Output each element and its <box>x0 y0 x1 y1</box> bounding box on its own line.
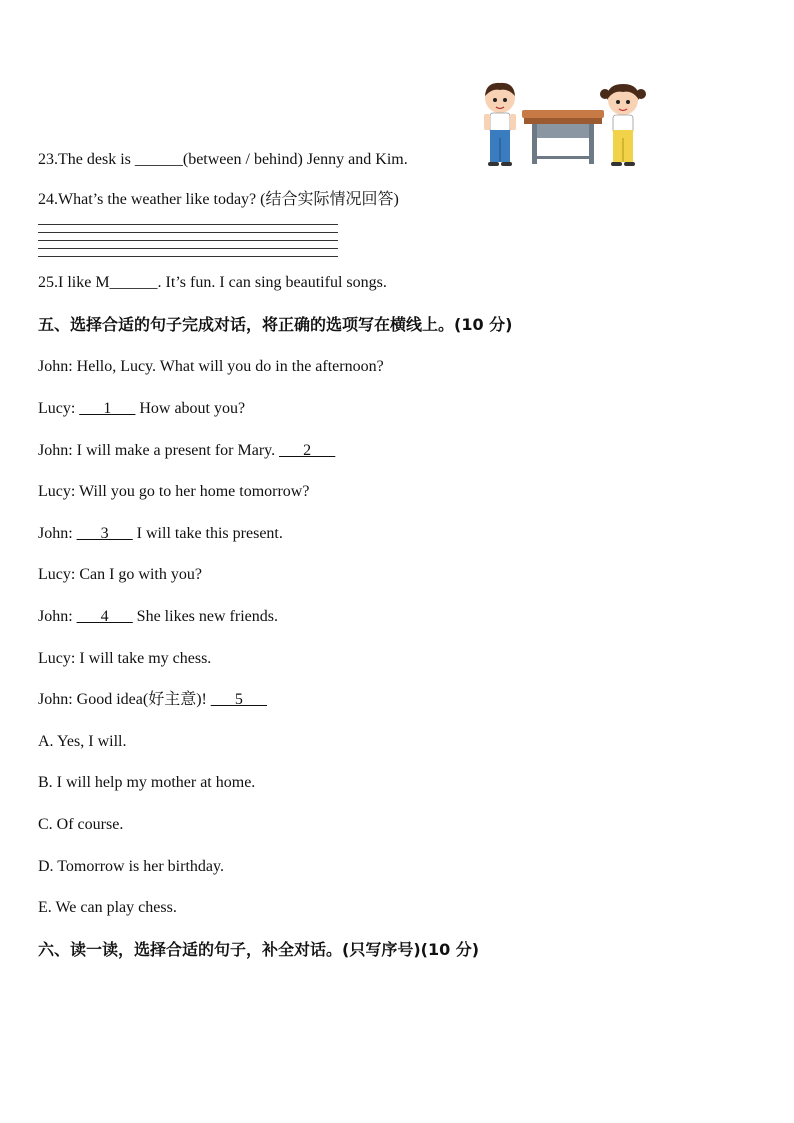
dialogue-line <box>38 565 202 585</box>
dialogue-line <box>38 357 384 377</box>
section-5-title: 五、选择合适的句子完成对话，将正确的选项写在横线上。(10 分) <box>38 315 513 334</box>
dialogue-line <box>38 441 335 461</box>
question-text: The desk is <box>58 151 135 168</box>
dialogue-text: Lucy: Will you go to her home tomorrow? <box>38 483 310 500</box>
dialogue-blank[interactable]: ___3___ <box>76 525 133 542</box>
boy-figure <box>484 83 516 166</box>
dialogue-text: Lucy: <box>38 400 80 417</box>
dialogue-line <box>38 690 267 710</box>
dialogue-text: How about you? <box>135 400 246 417</box>
dialogue-line <box>38 524 283 544</box>
dialogue-blank[interactable]: ___2___ <box>279 442 336 459</box>
question-number: 23. <box>38 151 58 168</box>
dialogue-text: Lucy: Can I go with you? <box>38 566 202 583</box>
desk-figure <box>522 110 604 164</box>
girl-figure <box>600 84 646 166</box>
answer-line[interactable] <box>38 232 338 233</box>
answer-line[interactable] <box>38 256 338 257</box>
answer-blank[interactable]: ______ <box>109 274 158 291</box>
question-text: What’s the weather like today? (结合实际情况回答) <box>58 191 399 208</box>
children-desk-illustration <box>478 80 650 168</box>
question-text: . It’s fun. I can sing beautiful songs. <box>157 274 387 291</box>
question-24 <box>38 190 399 210</box>
dialogue-text: John: I will make a present for Mary. <box>38 442 280 459</box>
dialogue-text: I will take this present. <box>132 525 283 542</box>
dialogue-line <box>38 399 245 419</box>
answer-blank[interactable]: ______ <box>134 151 183 168</box>
question-text: I like M <box>58 274 110 291</box>
option-d: D. Tomorrow is her birthday. <box>38 858 224 875</box>
dialogue-blank[interactable]: ___1___ <box>79 400 136 417</box>
option-b: B. I will help my mother at home. <box>38 774 256 791</box>
answer-line[interactable] <box>38 224 338 225</box>
answer-line[interactable] <box>38 240 338 241</box>
question-25 <box>38 273 387 293</box>
section-6-title: 六、读一读，选择合适的句子，补全对话。(只写序号)(10 分) <box>38 940 480 959</box>
dialogue-text: John: Hello, Lucy. What will you do in the afternoon? <box>38 358 384 375</box>
dialogue-text: Lucy: I will take my chess. <box>38 650 212 667</box>
question-23 <box>38 150 408 170</box>
dialogue-text: She likes new friends. <box>132 608 278 625</box>
question-text: (between / behind) Jenny and Kim. <box>182 151 408 168</box>
dialogue-line <box>38 649 211 669</box>
dialogue-text: John: <box>38 525 77 542</box>
dialogue-text: John: Good idea(好主意)! <box>38 691 211 708</box>
dialogue-text: John: <box>38 608 77 625</box>
dialogue-blank[interactable]: ___4___ <box>76 608 133 625</box>
question-number: 24. <box>38 191 58 208</box>
option-e: E. We can play chess. <box>38 899 177 916</box>
option-c: C. Of course. <box>38 816 124 833</box>
dialogue-line <box>38 482 309 502</box>
question-number: 25. <box>38 274 58 291</box>
option-a: A. Yes, I will. <box>38 733 127 750</box>
dialogue-blank[interactable]: ___5___ <box>210 691 267 708</box>
dialogue-line <box>38 607 278 627</box>
answer-line[interactable] <box>38 248 338 249</box>
